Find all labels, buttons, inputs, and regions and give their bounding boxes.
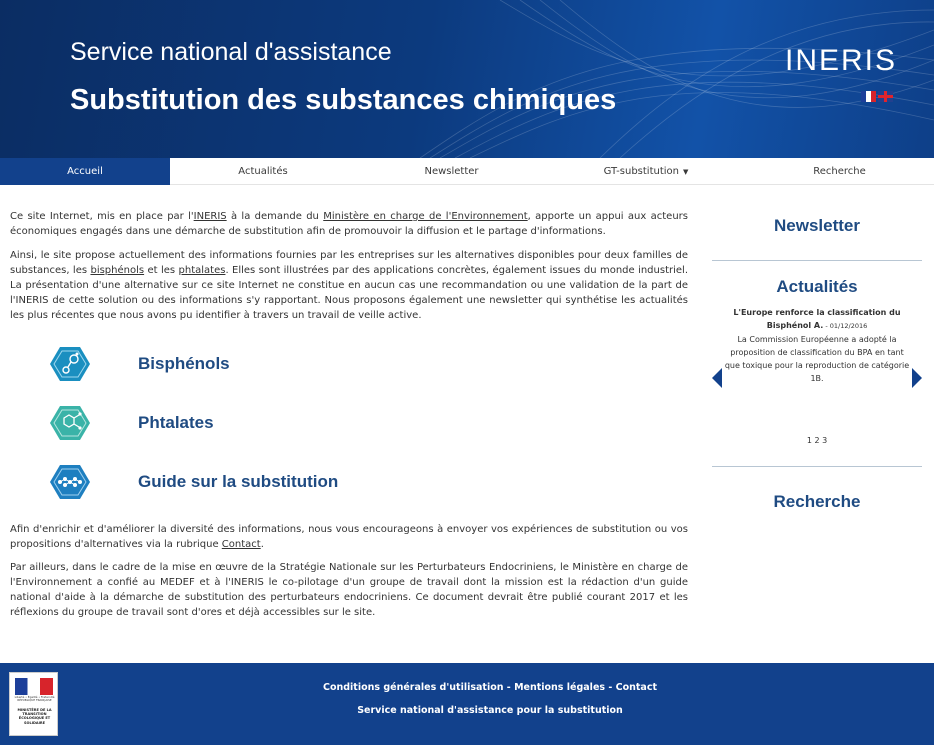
sidebar-divider — [712, 466, 922, 467]
carousel-next-arrow-icon[interactable] — [912, 368, 922, 388]
news-carousel — [712, 306, 922, 436]
topic-label[interactable]: Phtalates — [138, 413, 214, 432]
topic-list — [50, 344, 338, 521]
intro-paragraph-1: Ce site Internet, mis en place par l'INERIS à la demande du Ministère en charge de l'Environnement, apporte un appui aux acteurs économiques engagés dans une démarche de substitution afin de promouvoir la diffusion et le partage d'informations. — [10, 211, 688, 237]
outro-paragraph-1: Afin d'enrichir et d'améliorer la diversité des informations, nous vous encourageons à envoyer vos expériences de substitution ou vos propositions d'alternatives via la rubrique Contact. — [10, 524, 688, 550]
topic-bisphenols[interactable] — [50, 344, 338, 384]
news-date: 01/12/2016 — [829, 322, 868, 330]
flag-fr-icon[interactable] — [861, 91, 876, 102]
nav-item-recherche[interactable] — [745, 158, 934, 185]
site-title[interactable]: Substitution des substances chimiques — [70, 84, 617, 116]
bisphenols-link[interactable]: bisphénols — [90, 265, 145, 276]
header-wave-decoration — [0, 0, 934, 158]
nav-item-label: Recherche — [813, 166, 866, 177]
phthalate-molecule-icon[interactable] — [50, 403, 90, 443]
topic-label[interactable]: Guide sur la substitution — [138, 472, 339, 491]
nav-item-gt-substitution[interactable] — [547, 158, 745, 185]
search-heading[interactable]: Recherche — [773, 492, 861, 511]
nav-item-label: Actualités — [238, 166, 288, 177]
newsletter-heading[interactable]: Newsletter — [774, 216, 860, 235]
caret-down-icon: ▼ — [683, 167, 689, 176]
intro-text — [10, 209, 688, 332]
cgu-link[interactable]: Conditions générales d'utilisation — [322, 682, 504, 693]
ministry-name: MINISTÈRE DE LA TRANSITION ÉCOLOGIQUE ET SOLIDAIRE — [17, 708, 52, 725]
carousel-prev-arrow-icon[interactable] — [712, 368, 722, 388]
mentions-legales-link[interactable]: Mentions légales — [514, 682, 606, 693]
language-switcher — [861, 91, 893, 102]
sidebar — [712, 200, 922, 512]
topic-guide[interactable] — [50, 462, 338, 502]
ineris-logo[interactable]: INERIS — [785, 44, 898, 77]
footer-contact-link[interactable]: Contact — [615, 682, 657, 693]
nav-item-label: Accueil — [67, 166, 103, 177]
nav-item-newsletter[interactable] — [356, 158, 547, 185]
outro-paragraph-2: Par ailleurs, dans le cadre de la mise en œuvre de la Stratégie Nationale sur les Perturbateurs Endocriniens, le Ministère en charge de l'Environnement a confié au MEDEF et à l'INERIS le co-pilotage d'un groupe de travail dont la mission est la rédaction d'un guide national d'aide à la démarche de substitution des perturbateurs endocriniens. Ce document devrait être publié courant 2017 et les réflexions du groupe de travail sont d'ores et déjà accessibles sur le site. — [10, 562, 688, 618]
news-body: La Commission Européenne a adopté la proposition de classification du BPA en tant que toxique pour la reproduction de catégorie 1B. — [724, 335, 910, 383]
site-header — [0, 0, 934, 158]
nav-item-accueil[interactable] — [0, 158, 170, 185]
footer-service-name: Service national d'assistance pour la substitution — [357, 705, 623, 716]
contact-link[interactable]: Contact — [221, 539, 261, 550]
site-footer — [0, 663, 934, 745]
nav-item-label: GT-substitution — [603, 166, 680, 177]
sidebar-divider — [712, 260, 922, 261]
site-subtitle: Service national d'assistance — [70, 38, 392, 66]
flag-uk-icon[interactable] — [878, 91, 893, 102]
news-headline[interactable]: L'Europe renforce la classification du Bisphénol A. — [733, 308, 901, 330]
footer-links: Conditions générales d'utilisation - Mentions légales - Contact — [322, 682, 657, 693]
ministry-motto: Liberté • Égalité • Fraternité RÉPUBLIQUE FRANÇAISE — [14, 695, 55, 703]
ministere-link[interactable]: Ministère en charge de l'Environnement — [323, 211, 528, 222]
bisphenol-molecule-icon[interactable] — [50, 344, 90, 384]
news-item[interactable]: L'Europe renforce la classification du Bisphénol A. - 01/12/2016 La Commission Européenne a adopté la proposition de classification du BPA en tant que toxique pour la reproduction de catégorie 1B. — [722, 306, 912, 385]
outro-text — [10, 522, 688, 628]
topic-phtalates[interactable] — [50, 403, 338, 443]
intro-paragraph-2: Ainsi, le site propose actuellement des informations fournies par les entreprises sur les alternatives disponibles pour deux familles de substances, les bisphénols et les phtalates. Elles sont illustrées par des applications concrètes, également issues du monde industriel. La présentation d'une alternative sur ce site Internet ne constitue en aucun cas une recommandation ou une validation de la part de l'INERIS de cette solution ou des informations s'y rapportant. Nous proposons également une newsletter qui synthétise les actualités les plus récentes que nous avons pu identifier à travers un travail de veille active. — [10, 250, 688, 321]
nav-item-actualites[interactable] — [170, 158, 356, 185]
carousel-pager[interactable]: 1 2 3 — [806, 436, 828, 445]
nav-item-label: Newsletter — [424, 166, 479, 177]
main-nav — [0, 158, 934, 185]
guide-network-icon[interactable] — [50, 462, 90, 502]
news-heading[interactable]: Actualités — [776, 277, 858, 296]
phtalates-link[interactable]: phtalates — [178, 265, 226, 276]
topic-label[interactable]: Bisphénols — [138, 354, 230, 373]
ineris-link[interactable]: INERIS — [193, 211, 227, 222]
